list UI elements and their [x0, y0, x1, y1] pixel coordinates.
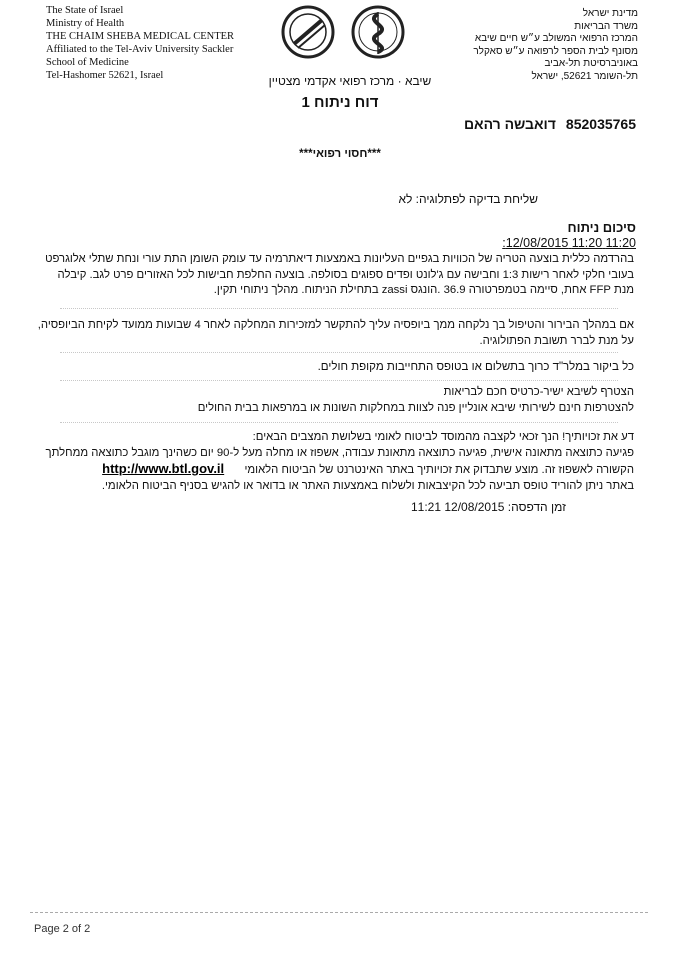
card-notice: [34, 385, 634, 416]
rights-notice: [34, 430, 634, 494]
rights-line-text: הקשורה לאשפוז זה. מוצע שתבדוק את זכויותיך באתר האינטרנט של הביטוח הלאומי: [244, 464, 634, 476]
patient-id: 852035765: [565, 116, 636, 132]
letterhead-line: תל-השומר 52621, ישראל: [531, 70, 638, 82]
letterhead-line: מדינת ישראל: [582, 8, 638, 19]
letterhead-line: The State of Israel: [46, 5, 124, 16]
card-line: להצטרפות חינם לשירותי שיבא אונליין פנה לצוות במחלקות השונות או במרפאות בבית החולים: [197, 401, 634, 414]
print-time: זמן הדפסה: 12/08/2015 11:21: [410, 500, 566, 514]
center-subtitle: שיבא · מרכז רפואי אקדמי מצטיין: [268, 74, 432, 88]
letterhead-line: Affiliated to the Tel-Aviv University Sackler: [46, 44, 234, 55]
page-number: Page 2 of 2: [34, 923, 91, 935]
biopsy-line: על מנת לברר תשובת הפתולוגיה.: [479, 334, 634, 347]
summary-heading: סיכום ניתוח: [567, 220, 636, 235]
confidential-label: ***חסוי רפואי***: [299, 148, 381, 160]
logos: [268, 4, 418, 60]
letterhead-line: Ministry of Health: [46, 18, 125, 29]
rights-line: [34, 461, 634, 479]
rights-line: באתר ניתן להוריד טופס תביעה לכל הקיצבאות ולשלוח באמצעות האתר או בדואר או להגיש בסניף הביטוח הלאומי.: [101, 479, 634, 492]
pathology-sent: שליחת בדיקה לפתלוגיה: לא: [398, 192, 538, 206]
letterhead-line: באוניברסיטת תל-אביב: [544, 58, 638, 69]
btl-link[interactable]: http://www.btl.gov.il: [102, 461, 225, 476]
letterhead-line: THE CHAIM SHEBA MEDICAL CENTER: [46, 31, 235, 42]
letterhead-line: School of Medicine: [46, 57, 129, 68]
divider: [60, 308, 618, 310]
summary-line: בהרדמה כללית בוצעה הטריה של הכוויות בגפיים העליונות באמצעות דיאתרמיה עד עומק השומן התת עורי ונחת שתלי אלוגרפט: [45, 253, 634, 265]
divider: [60, 422, 618, 424]
footer-divider: [30, 912, 648, 914]
divider: [60, 380, 618, 382]
rights-line: פגיעה כתוצאה מתאונה אישית, פגיעה כתוצאה מתאונת עבודה, אשפוז או מחלה מעל ל-90 יום כשהינך מוגבל כתוצאה ממחלתך: [45, 446, 634, 459]
patient-line: [464, 116, 636, 132]
letterhead-line: משרד הבריאות: [574, 20, 638, 32]
ministry-emblem-icon: [268, 4, 418, 60]
letterhead-line: המרכז הרפואי המשולב ע״ש חיים שיבא: [474, 33, 638, 44]
visit-notice: כל ביקור במלר"ד כרוך בתשלום או בטופס התחייבות מקופת חולים.: [317, 361, 634, 373]
divider: [60, 352, 618, 354]
summary-body: [34, 252, 634, 299]
biopsy-line: אם במהלך הבירור והטיפול בך נלקחה ממך ביופסיה עליך להתקשר למזכירות המחלקה לאחר 4 שבועות ממועד לקיחת הביופסיה,: [37, 319, 634, 331]
english-letterhead: [46, 4, 256, 82]
patient-name: דואבשה רהאם: [463, 116, 556, 132]
summary-line: מנת FFP אחת, סיימה בטמפרטורה 36.9 .הונגס zassi בתחילת הניתוח. מהלך ניתוחי תקין.: [213, 284, 634, 296]
biopsy-notice: [34, 318, 634, 349]
report-title: דוח ניתוח 1: [301, 94, 379, 111]
summary-timestamp: 11:20 11:20 12/08/2015:: [502, 236, 636, 250]
card-line: הצטרף לשיבא ישיר-כרטיס חכם לבריאות: [443, 386, 634, 398]
hebrew-letterhead: [408, 8, 638, 83]
letterhead-line: מסונף לבית הספר לרפואה ע״ש סאקלר: [473, 45, 638, 57]
letterhead-line: Tel-Hashomer 52621, Israel: [46, 70, 164, 81]
rights-line: דע את זכויותיך! הנך זכאי לקצבה מהמוסד לביטוח לאומי בשלושת המצבים הבאים:: [252, 431, 634, 443]
summary-line: בעובי חלקי לאחר רישות 1:3 וחבישה עם ג'לונט ופדים ספוגים בסולפה. בוצעה החלפת חבישות לכל האזורים פרט לגב. קיבלה: [57, 268, 634, 281]
